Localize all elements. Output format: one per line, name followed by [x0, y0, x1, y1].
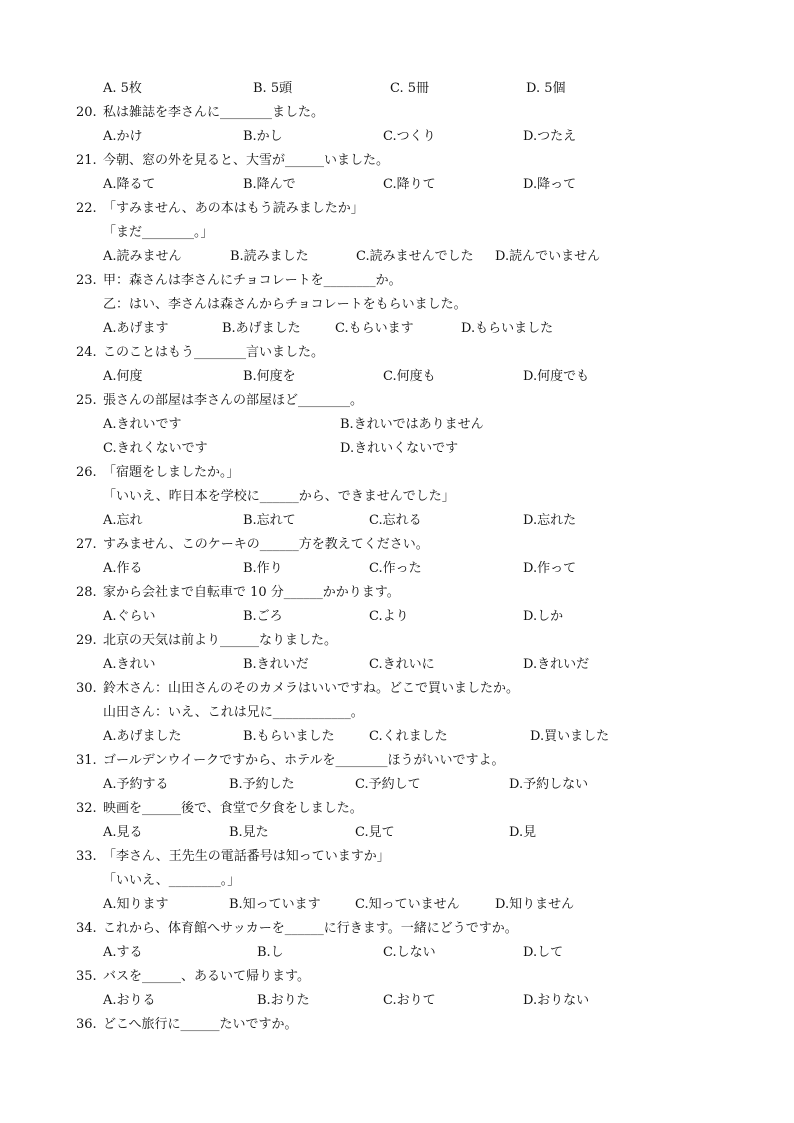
option: A.する: [103, 945, 143, 960]
question-text: このことはもう________言いました。: [103, 345, 325, 360]
option: D.見: [509, 825, 537, 840]
option: B.読みました: [230, 249, 309, 264]
option: B.知っています: [229, 897, 321, 912]
question-text: 「李さん、王先生の電話番号は知っていますか」: [103, 849, 390, 864]
options-row: [0, 558, 794, 580]
option: D.降って: [523, 177, 577, 192]
options-row: [0, 318, 794, 340]
option: B.忘れて: [243, 513, 296, 528]
option: B.きれいだ: [243, 657, 309, 672]
option: C.忘れる: [369, 513, 422, 528]
option: A.読みません: [103, 249, 182, 264]
option: A.見る: [103, 825, 143, 840]
option: C.読みませんでした: [356, 249, 474, 264]
question-line: [0, 150, 794, 172]
option: D.もらいました: [461, 321, 554, 336]
option: A.きれいです: [103, 417, 182, 432]
options-row: [0, 774, 794, 796]
question-number: 21.: [76, 153, 97, 168]
option: C.しない: [383, 945, 436, 960]
question-text: 山田さん：いえ、これは兄に____________。: [103, 705, 364, 720]
option: C.もらいます: [335, 321, 414, 336]
question-text: ゴールデンウイークですから、ホテルを________ほうがいいですよ。: [103, 753, 505, 768]
option: B.おりた: [257, 993, 310, 1008]
question-number: 20.: [76, 105, 97, 120]
option: D.予約しない: [509, 777, 589, 792]
question-number: 23.: [76, 273, 97, 288]
option: C. 5冊: [390, 81, 430, 96]
question-number: 28.: [76, 585, 97, 600]
question-text: 「宿題をしましたか。」: [103, 465, 240, 480]
question-line: [0, 678, 794, 700]
question-line: [0, 966, 794, 988]
question-text: 映画を______後で、食堂で夕食をしました。: [103, 801, 363, 816]
options-row: [0, 606, 794, 628]
options-row: [0, 822, 794, 844]
option: C.何度も: [383, 369, 436, 384]
question-text: これから、体育館へサッカーを______に行きます。一緒にどうですか。: [103, 921, 518, 936]
options-row: [0, 942, 794, 964]
option: C.おりて: [383, 993, 436, 1008]
option: D. 5個: [526, 81, 566, 96]
question-line: [0, 846, 794, 868]
question-number: 25.: [76, 393, 97, 408]
question-number: 32.: [76, 801, 97, 816]
option: A.予約する: [103, 777, 169, 792]
option: D.忘れた: [523, 513, 577, 528]
question-number: 24.: [76, 345, 97, 360]
question-number: 34.: [76, 921, 97, 936]
question-text: 北京の天気は前より______なりました。: [103, 633, 338, 648]
question-line: [0, 702, 794, 724]
question-text: 家から会社まで自転車で 10 分______かかります。: [103, 585, 400, 600]
question-text: どこへ旅行に______たいですか。: [103, 1017, 298, 1032]
question-line: [0, 798, 794, 820]
option: A.何度: [103, 369, 143, 384]
option: C.きれくないです: [103, 441, 208, 456]
option: D.買いました: [530, 729, 610, 744]
question-text: 今朝、窓の外を見ると、大雪が______いました。: [103, 153, 390, 168]
options-row: [0, 366, 794, 388]
question-line: [0, 342, 794, 364]
question-text: 甲：森さんは李さんにチョコレートを________か。: [103, 273, 402, 288]
option: A.きれい: [103, 657, 156, 672]
question-number: 27.: [76, 537, 97, 552]
option: A.おりる: [103, 993, 156, 1008]
question-number: 29.: [76, 633, 97, 648]
option: D.して: [523, 945, 564, 960]
question-text: 張さんの部屋は李さんの部屋ほど________。: [103, 393, 364, 408]
option: D.しか: [523, 609, 564, 624]
question-text: バスを______、あるいて帰ります。: [103, 969, 310, 984]
question-number: 26.: [76, 465, 97, 480]
option: B.かし: [243, 129, 283, 144]
option: D.きれいくないです: [340, 441, 459, 456]
option: A.ぐらい: [103, 609, 156, 624]
question-line: [0, 270, 794, 292]
option: D.作って: [523, 561, 577, 576]
option: D.つたえ: [523, 129, 577, 144]
question-line: [0, 198, 794, 220]
options-row: [0, 654, 794, 676]
option: B.あげました: [222, 321, 301, 336]
question-line: [0, 486, 794, 508]
question-line: [0, 102, 794, 124]
question-line: [0, 630, 794, 652]
option: C.見て: [355, 825, 395, 840]
options-row: [0, 414, 794, 436]
option: D.読んでいません: [495, 249, 601, 264]
question-text: 「いいえ、________。」: [103, 873, 241, 888]
options-row: [0, 174, 794, 196]
option: D.おりない: [523, 993, 590, 1008]
question-text: 「まだ________。」: [103, 225, 214, 240]
question-line: [0, 918, 794, 940]
question-number: 30.: [76, 681, 97, 696]
option: C.つくり: [383, 129, 436, 144]
option: C.くれました: [369, 729, 448, 744]
option: B.何度を: [243, 369, 296, 384]
question-text: 鈴木さん：山田さんのそのカメラはいいですね。どこで買いましたか。: [103, 681, 520, 696]
question-line: [0, 390, 794, 412]
question-line: [0, 582, 794, 604]
option: D.きれいだ: [523, 657, 590, 672]
option: B.ごろ: [243, 609, 283, 624]
question-text: 「すみません、あの本はもう読みましたか」: [103, 201, 364, 216]
question-number: 31.: [76, 753, 97, 768]
option: A.作る: [103, 561, 143, 576]
option: B.し: [257, 945, 284, 960]
option: A. 5枚: [103, 81, 142, 96]
question-line: [0, 222, 794, 244]
option: C.作った: [369, 561, 422, 576]
question-line: [0, 1014, 794, 1036]
option: B.もらいました: [243, 729, 335, 744]
options-row: [0, 78, 794, 100]
option: C.知っていません: [355, 897, 460, 912]
option: B.予約した: [229, 777, 295, 792]
options-row: [0, 438, 794, 460]
options-row: [0, 510, 794, 532]
question-number: 36.: [76, 1017, 97, 1032]
question-number: 33.: [76, 849, 97, 864]
option: A.忘れ: [103, 513, 143, 528]
question-number: 35.: [76, 969, 97, 984]
options-row: [0, 126, 794, 148]
question-line: [0, 294, 794, 316]
question-text: すみません、このケーキの______方を教えてください。: [103, 537, 429, 552]
question-line: [0, 462, 794, 484]
option: B.見た: [229, 825, 269, 840]
option: D.知りません: [495, 897, 575, 912]
option: C.予約して: [355, 777, 421, 792]
question-text: 乙：はい、李さんは森さんからチョコレートをもらいました。: [103, 297, 467, 312]
option: B. 5頭: [253, 81, 293, 96]
question-number: 22.: [76, 201, 97, 216]
options-row: [0, 246, 794, 268]
option: D.何度でも: [523, 369, 590, 384]
options-row: [0, 894, 794, 916]
options-row: [0, 726, 794, 748]
question-line: [0, 870, 794, 892]
option: B.作り: [243, 561, 283, 576]
option: A.知ります: [103, 897, 169, 912]
option: A.あげました: [103, 729, 182, 744]
option: B.降んで: [243, 177, 296, 192]
option: A.かけ: [103, 129, 143, 144]
question-text: 私は雑誌を李さんに________ました。: [103, 105, 325, 120]
option: A.あげます: [103, 321, 169, 336]
option: C.降りて: [383, 177, 436, 192]
option: C.きれいに: [369, 657, 435, 672]
question-line: [0, 750, 794, 772]
option: B.きれいではありません: [340, 417, 484, 432]
options-row: [0, 990, 794, 1012]
option: C.より: [369, 609, 409, 624]
question-text: 「いいえ、昨日本を学校に______から、できませんでした」: [103, 489, 455, 504]
question-line: [0, 534, 794, 556]
option: A.降るて: [103, 177, 156, 192]
